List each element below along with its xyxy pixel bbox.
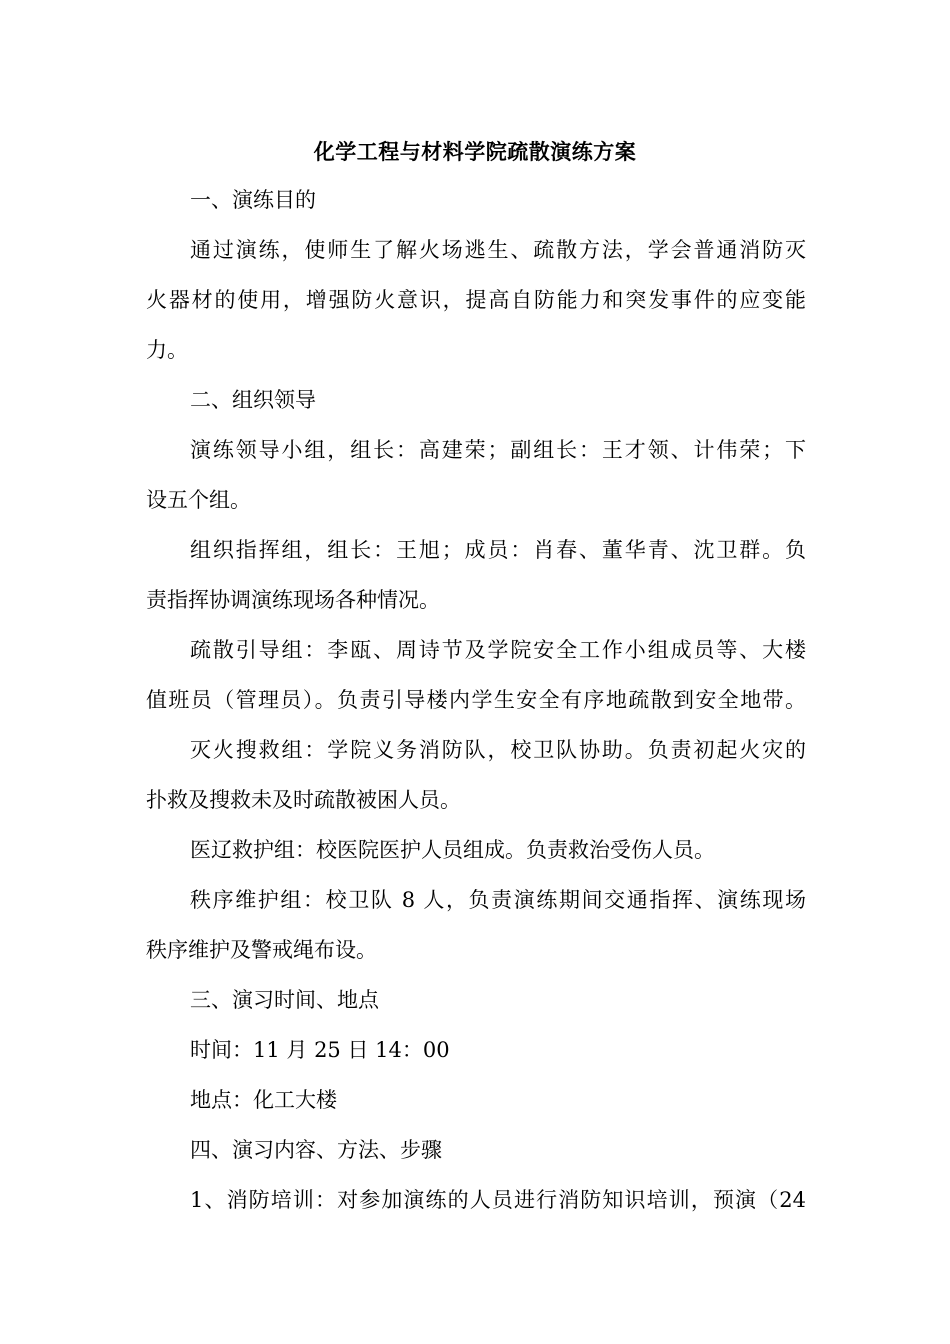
- paragraph-line: 通过演练，使师生了解火场逃生、疏散方法，学会普通消防灭: [190, 238, 806, 262]
- paragraph-line: 设五个组。: [146, 488, 251, 512]
- paragraph-line: 火器材的使用，增强防火意识，提高自防能力和突发事件的应变能: [146, 288, 806, 312]
- section-heading-time-place: 三、演习时间、地点: [190, 988, 379, 1012]
- paragraph-line: 扑救及搜救未及时疏散被困人员。: [146, 788, 461, 812]
- section-heading-content: 四、演习内容、方法、步骤: [190, 1138, 442, 1162]
- paragraph-line: 责指挥协调演练现场各种情况。: [146, 588, 440, 612]
- section-heading-purpose: 一、演练目的: [190, 188, 316, 212]
- paragraph-line: 组织指挥组，组长：王旭；成员：肖春、董华青、沈卫群。负: [190, 538, 806, 562]
- paragraph-line: 力。: [146, 338, 188, 362]
- paragraph-line: 疏散引导组：李瓯、周诗节及学院安全工作小组成员等、大楼: [190, 638, 806, 662]
- paragraph-line: 时间：11 月 25 日 14：00: [190, 1038, 450, 1062]
- section-heading-organization: 二、组织领导: [190, 388, 316, 412]
- paragraph-line: 秩序维护组：校卫队 8 人，负责演练期间交通指挥、演练现场: [190, 888, 806, 912]
- paragraph-line: 灭火搜救组：学院义务消防队，校卫队协助。负责初起火灾的: [190, 738, 806, 762]
- paragraph-line: 演练领导小组，组长：高建荣；副组长：王才领、计伟荣；下: [190, 438, 806, 462]
- paragraph-line: 医辽救护组：校医院医护人员组成。负责救治受伤人员。: [190, 838, 715, 862]
- paragraph-line: 秩序维护及警戒绳布设。: [146, 938, 377, 962]
- paragraph-line: 1、消防培训：对参加演练的人员进行消防知识培训，预演（24: [190, 1188, 806, 1212]
- document-title: 化学工程与材料学院疏散演练方案: [313, 140, 637, 164]
- paragraph-line: 值班员（管理员）。负责引导楼内学生安全有序地疏散到安全地带。: [146, 688, 806, 712]
- paragraph-line: 地点：化工大楼: [190, 1088, 337, 1112]
